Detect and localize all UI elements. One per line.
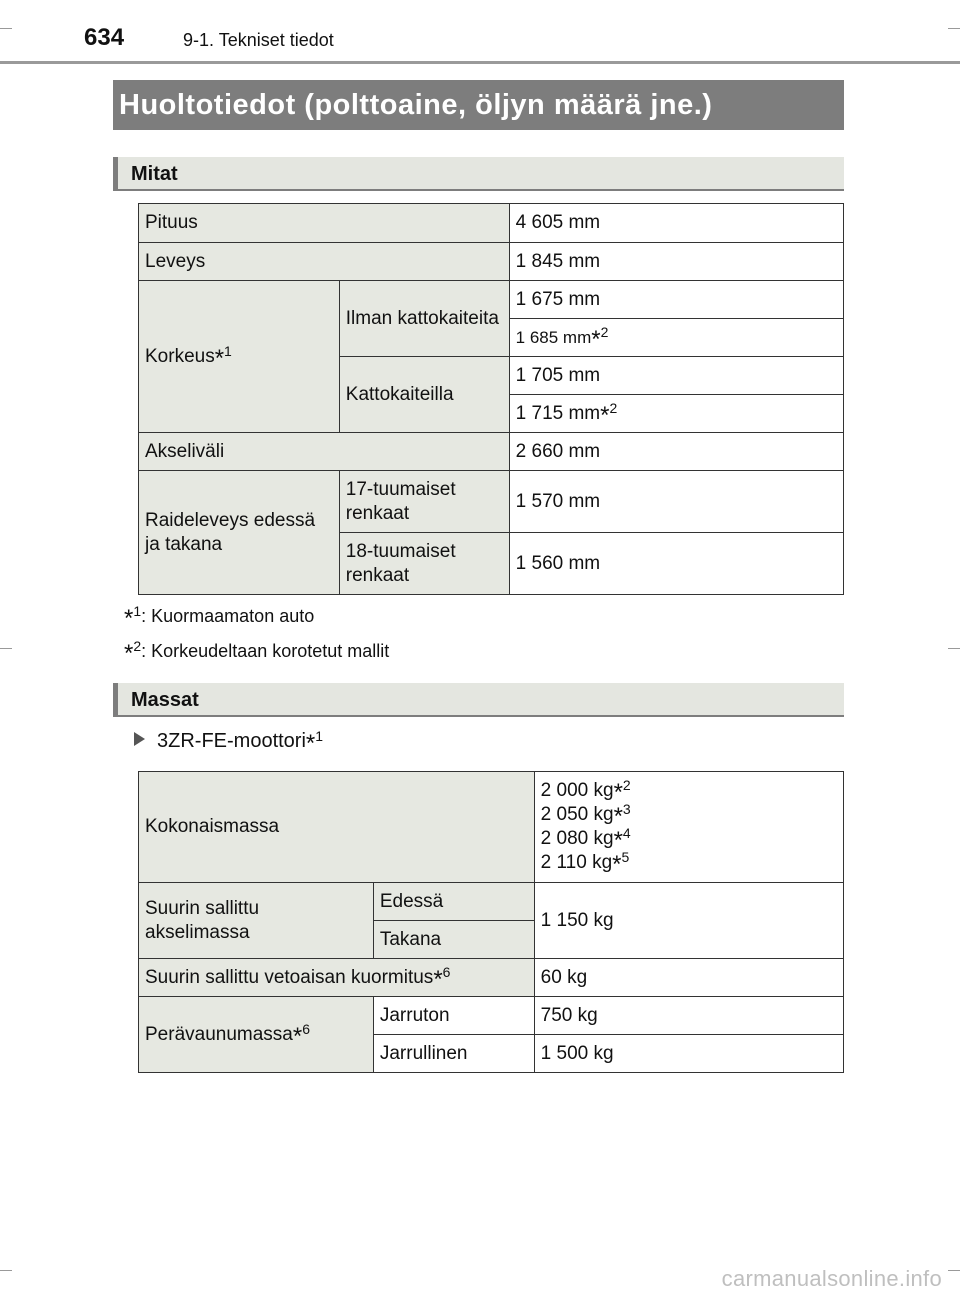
chapter-title: 9-1. Tekniset tiedot [183,30,334,50]
length-value: 4 605 mm [509,204,843,243]
value-text: 1 685 mm [515,327,592,347]
height-without-rails-raised-value: 1 685 mm*$^2$ [509,319,843,357]
axle-weight-value: 1 150 kg [534,883,843,959]
gross-weight-value: 2 050 kg*$^3$ [540,801,631,830]
footnote-ref: 6 [442,963,451,980]
dimensions-table [138,203,844,595]
towbar-load-label-text: Suurin sallittu vetoaisan kuormitus [145,966,434,988]
crop-mark [948,648,960,649]
footnote-ref: 1 [224,342,232,359]
height-without-rails-value: 1 675 mm [509,281,843,319]
trailer-weight-label-text: Perävaunumassa [145,1023,293,1045]
height-with-rails-value: 1 705 mm [509,357,843,395]
footnote-ref: 6 [302,1020,311,1037]
footnote-ref: 5 [621,849,630,865]
table-row [139,471,844,533]
section-heading-massat: Massat [113,683,844,717]
without-rails-label: Ilman kattokaiteita [339,281,509,357]
gross-weight-value: 2 000 kg*$^2$ [540,777,631,806]
towbar-load-label: Suurin sallittu vetoaisan kuormitus*$^6$ [139,959,535,997]
track-label: Raideleveys edessä ja takana [139,471,340,595]
table-row [139,883,844,921]
crop-mark [948,28,960,29]
footnote-number: 2 [133,638,142,654]
footnote-ref: 3 [622,801,631,817]
footnote-ref: 1 [315,728,324,744]
crop-mark [0,28,12,29]
braked-label: Jarrullinen [373,1035,534,1073]
page-title: Huoltotiedot (polttoaine, öljyn määrä jne.) [113,80,844,130]
height-with-rails-raised-value: 1 715 mm*$^2$ [509,395,843,433]
section-heading-mitat: Mitat [113,157,844,191]
height-label-text: Korkeus [145,345,215,367]
footnote-ref: 2 [622,777,631,793]
gross-weight-values [534,772,843,883]
track-18-value: 1 560 mm [509,533,843,595]
value-text: 2 080 kg [540,828,614,849]
table-row [139,243,844,281]
engine-heading: 3ZR-FE-moottori*$^1$ [134,730,323,753]
footnote-number: 1 [133,603,142,619]
gross-weight-value: 2 080 kg*$^4$ [540,825,631,854]
value-text: 2 050 kg [540,804,614,825]
table-row [139,772,844,883]
table-row [139,997,844,1035]
footnote-ref: 4 [622,825,631,841]
tire-17-label: 17-tuumaiset renkaat [339,471,509,533]
footnote-1: *$^1$: Kuormaamaton auto [124,603,315,632]
header-divider [0,61,960,64]
gross-weight-value: 2 110 kg*$^5$ [540,849,630,878]
crop-mark [0,648,12,649]
trailer-weight-label: Perävaunumassa*$^6$ [139,997,374,1073]
table-row [139,204,844,243]
footnote-text: : Kuormaamaton auto [141,606,315,626]
table-row [139,433,844,471]
watermark: carmanualsonline.info [721,1266,942,1291]
footnote-ref: 2 [600,323,609,340]
value-text: 2 000 kg [540,780,614,801]
gross-weight-label: Kokonaismassa [139,772,535,883]
with-rails-label: Kattokaiteilla [339,357,509,433]
towbar-load-value: 60 kg [534,959,843,997]
crop-mark [948,1270,960,1271]
track-17-value: 1 570 mm [509,471,843,533]
crop-mark [0,1270,12,1271]
tire-18-label: 18-tuumaiset renkaat [339,533,509,595]
triangle-bullet-icon [134,732,145,746]
axle-weight-label: Suurin sallittu akselimassa [139,883,374,959]
unbraked-label: Jarruton [373,997,534,1035]
wheelbase-value: 2 660 mm [509,433,843,471]
page-number: 634 [84,24,125,51]
table-row [139,281,844,319]
weights-table [138,771,844,1073]
footnote-2: *$^2$: Korkeudeltaan korotetut mallit [124,638,390,667]
unbraked-value: 750 kg [534,997,843,1035]
width-label: Leveys [139,243,510,281]
engine-name: 3ZR-FE-moottori [157,730,306,752]
height-label: Korkeus*$^1$ [139,281,340,433]
rear-label: Takana [373,921,534,959]
footnote-text: : Korkeudeltaan korotetut mallit [141,641,390,661]
front-label: Edessä [373,883,534,921]
footnote-ref: 2 [609,399,618,416]
width-value: 1 845 mm [509,243,843,281]
wheelbase-label: Akseliväli [139,433,510,471]
value-text: 1 715 mm [515,402,601,424]
table-row [139,959,844,997]
braked-value: 1 500 kg [534,1035,843,1073]
length-label: Pituus [139,204,510,243]
value-text: 2 110 kg [540,852,613,873]
